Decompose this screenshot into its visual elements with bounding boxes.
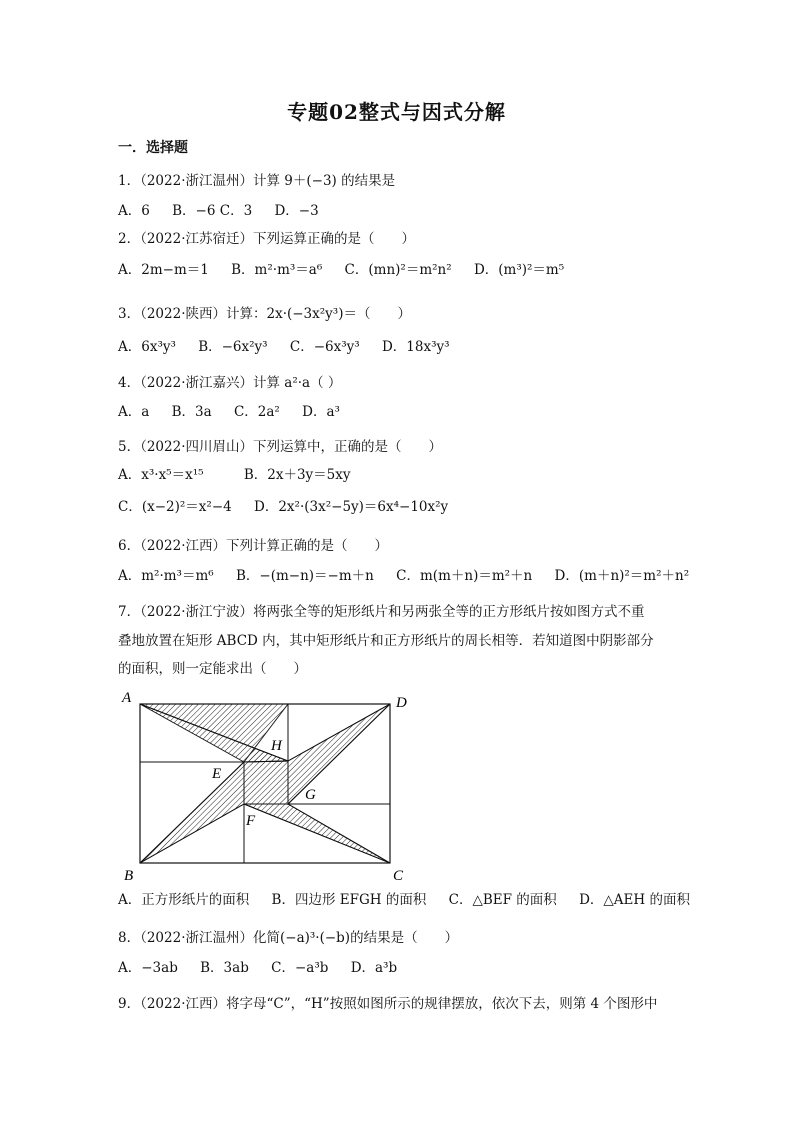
option-b: B．3ab — [200, 960, 249, 976]
option-d: D．△AEH 的面积 — [579, 892, 690, 908]
question-6-options — [118, 566, 689, 586]
option-c: C．2a² — [233, 404, 280, 420]
question-3-options — [118, 337, 450, 357]
option-c: C．−6x³y³ — [289, 339, 360, 355]
question-7-stem-line1: 7．（2022·浙江宁波）将两张全等的矩形纸片和另两张全等的正方形纸片按如图方式不重 — [118, 604, 645, 620]
question-2-stem: 2．（2022·江苏宿迁）下列运算正确的是（ ） — [118, 231, 415, 247]
question-2-options — [118, 260, 564, 280]
label-f: F — [246, 813, 256, 829]
option-a: A．m²·m³＝m⁶ — [118, 568, 214, 584]
option-c: C．△BEF 的面积 — [448, 892, 557, 908]
option-c: C．−a³b — [271, 960, 329, 976]
label-a: A — [122, 690, 132, 706]
option-d: D．(m＋n)²＝m²＋n² — [554, 568, 690, 584]
question-9-stem: 9．（2022·江西）将字母“C”，“H”按照如图所示的规律摆放，依次下去，则第 4 个图形中 — [118, 996, 658, 1012]
option-a: A．正方形纸片的面积 — [118, 892, 250, 908]
rectangle-abcd-diagram — [118, 688, 418, 884]
question-7-stem-line2: 叠地放置在矩形 ABCD 内，其中矩形纸片和正方形纸片的周长相等．若知道图中阴影部分 — [118, 633, 654, 649]
geometry-figure — [118, 688, 418, 888]
option-c: C．3 — [219, 203, 253, 219]
label-c: C — [393, 868, 404, 884]
option-b: B．四边形 EFGH 的面积 — [271, 892, 427, 908]
option-c: C．m(m＋n)＝m²＋n — [396, 568, 533, 584]
question-8-options — [118, 958, 397, 978]
question-1-stem: 1．（2022·浙江温州）计算 9＋(−3) 的结果是 — [118, 173, 396, 189]
label-h: H — [271, 738, 282, 754]
option-b: B．−6x²y³ — [198, 339, 268, 355]
label-d: D — [396, 695, 407, 711]
shaded-square-efgh — [244, 761, 288, 804]
option-d: D．a³ — [302, 404, 340, 420]
option-b: B．−6 — [172, 203, 216, 219]
question-1-options — [118, 201, 319, 221]
option-a: A．a — [118, 404, 150, 420]
option-a: A．6x³y³ — [118, 339, 176, 355]
option-a: A．6 — [118, 203, 150, 219]
question-7-options — [118, 890, 690, 910]
question-3-stem: 3．（2022·陕西）计算：2x·(−3x²y³)＝（ ） — [118, 306, 411, 322]
page-title: 专题02整式与因式分解 — [287, 100, 506, 124]
option-d: D．a³b — [350, 960, 398, 976]
option-b: B．m²·m³＝a⁶ — [231, 262, 323, 278]
option-c: C．(mn)²＝m²n² — [344, 262, 452, 278]
option-a: A．x³·x⁵＝x¹⁵ — [118, 467, 204, 483]
question-7-stem-line3: 的面积，则一定能求出（ ） — [118, 661, 307, 677]
question-5-stem: 5．（2022·四川眉山）下列运算中，正确的是（ ） — [118, 439, 442, 455]
option-a: A．2m−m＝1 — [118, 262, 209, 278]
label-b: B — [124, 868, 134, 884]
option-b: B．3a — [171, 404, 212, 420]
option-d: D．2x²·(3x²−5y)＝6x⁴−10x²y — [254, 499, 449, 515]
question-5-options-row2 — [118, 497, 448, 517]
section-heading: 一．选择题 — [118, 140, 188, 156]
label-e: E — [212, 766, 222, 782]
question-6-stem: 6．（2022·江西）下列计算正确的是（ ） — [118, 538, 388, 554]
label-g: G — [305, 787, 316, 803]
option-b: B．2x＋3y＝5xy — [243, 467, 351, 483]
option-c: C．(x−2)²＝x²−4 — [118, 499, 232, 515]
question-4-stem: 4．（2022·浙江嘉兴）计算 a²·a（ ） — [118, 375, 342, 391]
option-d: D．18x³y³ — [381, 339, 450, 355]
question-4-options — [118, 402, 340, 422]
question-5-options-row1 — [118, 465, 351, 485]
option-d: D．(m³)²＝m⁵ — [473, 262, 565, 278]
option-a: A．−3ab — [118, 960, 178, 976]
option-b: B．−(m−n)＝−m＋n — [235, 568, 374, 584]
question-8-stem: 8．（2022·浙江温州）化简(−a)³·(−b)的结果是（ ） — [118, 930, 459, 946]
option-d: D．−3 — [274, 203, 319, 219]
